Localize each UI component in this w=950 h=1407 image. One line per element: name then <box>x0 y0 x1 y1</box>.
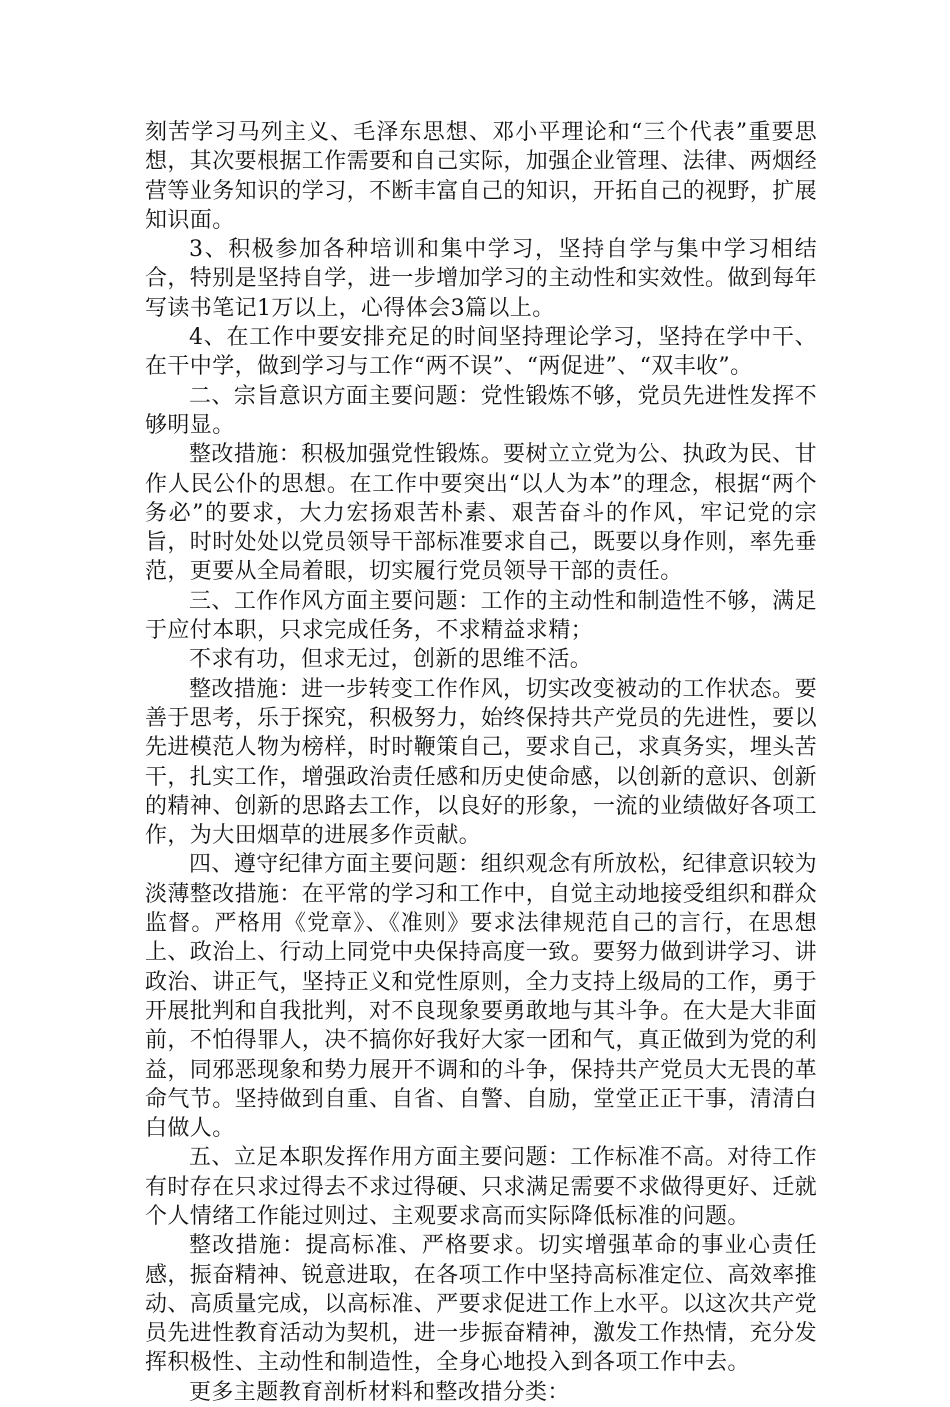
paragraph: 更多主题教育剖析材料和整改措分类： <box>189 1379 570 1405</box>
paragraph: 整改措施：积极加强党性锻炼。要树立立党为公、执政为民、甘作人民公仆的思想。在工作中要突出“以人为本”的理念，根据“两个务必”的要求，大力宏扬艰苦朴素、艰苦奋斗的作风，牢记党的宗旨，时时处处以党员领导干部标准要求自己，既要以身作则，率先垂范，更要从全局着眼，切实履行党员领导干部的责任。 <box>145 442 818 585</box>
paragraph: 整改措施：提高标准、严格要求。切实增强革命的事业心责任感，振奋精神、锐意进取，在各项工作中坚持高标准定位、高效率推动、高质量完成，以高标准、严要求促进工作上水平。以这次共产党员先进性教育活动为契机，进一步振奋精神，激发工作热情，充分发挥积极性、主动性和制造性，全身心地投入到各项工作中去。 <box>145 1233 818 1376</box>
paragraph: 三、工作作风方面主要问题：工作的主动性和制造性不够，满足于应付本职，只求完成任务，不求精益求精； <box>145 588 817 644</box>
paragraph: 刻苦学习马列主义、毛泽东思想、邓小平理论和“三个代表”重要思想，其次要根据工作需要和自己实际，加强企业管理、法律、两烟经营等业务知识的学习，不断丰富自己的知识，开拓自己的视野，扩展知识面。 <box>145 120 818 233</box>
document-body <box>145 118 817 1407</box>
paragraph: 四、遵守纪律方面主要问题：组织观念有所放松，纪律意识较为淡薄整改措施：在平常的学习和工作中，自觉主动地接受组织和群众监督。严格用《党章》、《准则》要求法律规范自己的言行，在思想上、政治上、行动上同党中央保持高度一致。要努力做到讲学习、讲政治、讲正气，坚持正义和党性原则，全力支持上级局的工作，勇于开展批判和自我批判，对不良现象要勇敢地与其斗争。在大是大非面前，不怕得罪人，决不搞你好我好大家一团和气，真正做到为党的利益，同邪恶现象和势力展开不调和的斗争，保持共产党员大无畏的革命气节。坚持做到自重、自省、自警、自励，堂堂正正干事，清清白白做人。 <box>145 852 818 1142</box>
paragraph: 五、立足本职发挥作用方面主要问题：工作标准不高。对待工作有时存在只求过得去不求过得硬、只求满足需要不求做得更好、迁就个人情绪工作能过则过、主观要求高而实际降低标准的问题。 <box>145 1145 818 1229</box>
paragraph: 3、积极参加各种培训和集中学习，坚持自学与集中学习相结合，特别是坚持自学，进一步增加学习的主动性和实效性。做到每年写读书笔记1万以上，心得体会3篇以上。 <box>145 237 818 321</box>
paragraph: 不求有功，但求无过，创新的思维不活。 <box>189 647 593 673</box>
paragraph: 4、在工作中要安排充足的时间坚持理论学习，坚持在学中干、在干中学，做到学习与工作“两不误”、“两促进”、“双丰收”。 <box>145 325 817 380</box>
paragraph: 整改措施：进一步转变工作作风，切实改变被动的工作状态。要善于思考，乐于探究，积极努力，始终保持共产党员的先进性，要以先进模范人物为榜样，时时鞭策自己，要求自己，求真务实，埋头苦干，扎实工作，增强政治责任感和历史使命感，以创新的意识、创新的精神、创新的思路去工作，以良好的形象，一流的业绩做好各项工作，为大田烟草的进展多作贡献。 <box>145 676 818 849</box>
paragraph: 二、宗旨意识方面主要问题：党性锻炼不够，党员先进性发挥不够明显。 <box>145 383 817 438</box>
